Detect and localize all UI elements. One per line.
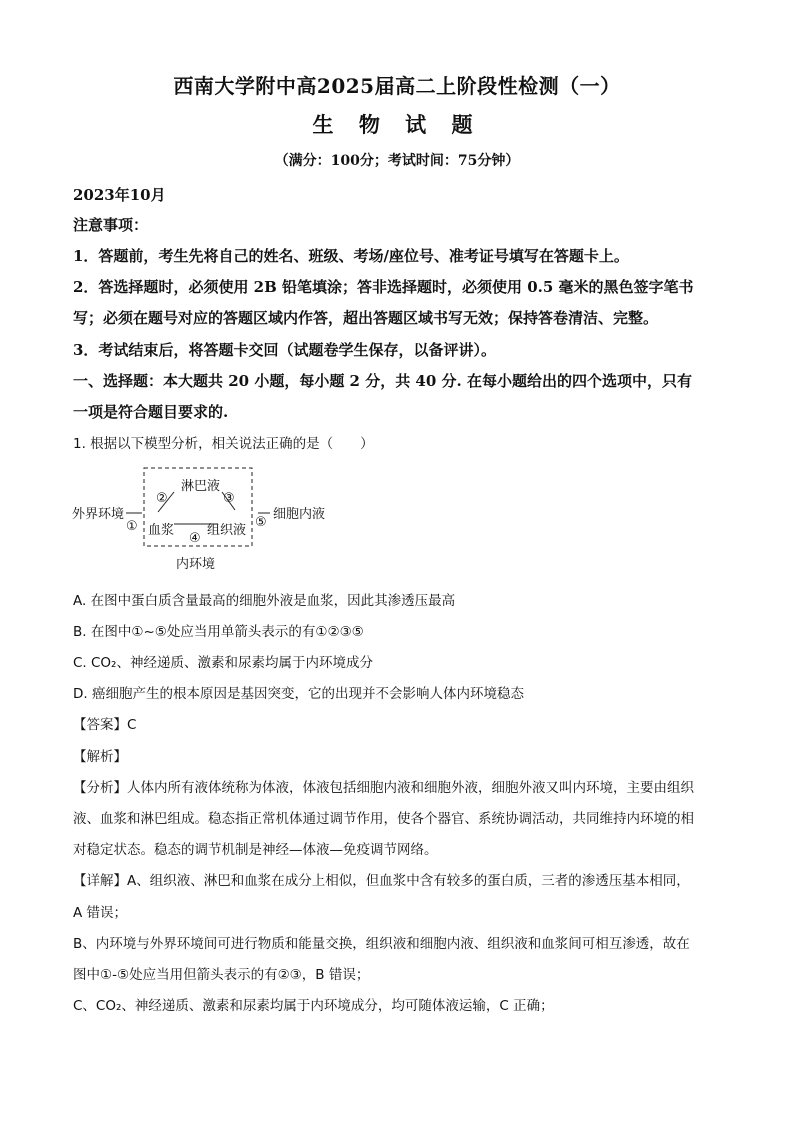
exam-meta: （满分：100分；考试时间：75分钟） bbox=[274, 153, 520, 169]
marker-3: ③ bbox=[223, 491, 235, 506]
detail-line: 图中①-⑤处应当用但箭头表示的有②③，B 错误； bbox=[73, 967, 370, 983]
analysis-line: 对稳定状态。稳态的调节机制是神经—体液—免疫调节网络。 bbox=[73, 842, 438, 858]
marker-4: ④ bbox=[189, 531, 201, 546]
analysis-label: 【解析】 bbox=[73, 749, 127, 765]
answer: 【答案】C bbox=[73, 717, 137, 733]
notes-heading: 注意事项： bbox=[73, 216, 149, 234]
section-heading-cont: 一项是符合题目要求的. bbox=[73, 403, 229, 421]
note-item: 写；必须在题号对应的答题区域内作答，超出答题区域书写无效；保持答卷清洁、完整。 bbox=[73, 309, 659, 327]
question-stem: 1. 根据以下模型分析，相关说法正确的是（ ） bbox=[73, 436, 374, 452]
lymph-label: 淋巴液 bbox=[181, 479, 221, 494]
detail-line: A 错误； bbox=[73, 905, 128, 921]
detail-line: 【详解】A、组织液、淋巴和血浆在成分上相似，但血浆中含有较多的蛋白质，三者的渗透压基本相同， bbox=[73, 873, 690, 889]
marker-1: ① bbox=[126, 519, 138, 534]
plasma-label: 血浆 bbox=[148, 523, 175, 538]
option-d: D. 癌细胞产生的根本原因是基因突变，它的出现并不会影响人体内环境稳态 bbox=[73, 686, 524, 702]
exam-title: 西南大学附中高2025届高二上阶段性检测（一） bbox=[173, 74, 621, 98]
internal-environment-label: 内环境 bbox=[176, 557, 216, 572]
analysis-line: 【分析】人体内所有液体统称为体液，体液包括细胞内液和细胞外液，细胞外液又叫内环境，主要由组织 bbox=[73, 780, 694, 796]
option-a: A. 在图中蛋白质含量最高的细胞外液是血浆，因此其渗透压最高 bbox=[73, 593, 456, 609]
note-item: 1．答题前，考生先将自己的姓名、班级、考场/座位号、准考证号填写在答题卡上。 bbox=[73, 247, 629, 265]
marker-2: ② bbox=[156, 491, 168, 506]
marker-5: ⑤ bbox=[255, 515, 267, 530]
body-fluid-diagram bbox=[70, 462, 340, 582]
detail-line: B、内环境与外界环境间可进行物质和能量交换，组织液和细胞内液、组织液和血浆间可相互渗透，故在 bbox=[73, 936, 690, 952]
tissue-fluid-label: 组织液 bbox=[207, 523, 247, 538]
intracellular-fluid-label: 细胞内液 bbox=[273, 507, 326, 522]
note-item: 3．考试结束后，将答题卡交回（试题卷学生保存，以备评讲）。 bbox=[73, 341, 496, 359]
note-item: 2．答选择题时，必须使用 2B 铅笔填涂；答非选择题时，必须使用 0.5 毫米的黑色签字笔书 bbox=[73, 278, 694, 296]
section-heading: 一、选择题：本大题共 20 小题，每小题 2 分，共 40 分. 在每小题给出的四个选项中，只有 bbox=[73, 372, 692, 390]
option-c: C. CO₂、神经递质、激素和尿素均属于内环境成分 bbox=[73, 655, 373, 671]
analysis-line: 液、血浆和淋巴组成。稳态指正常机体通过调节作用，使各个器官、系统协调活动，共同维持内环境的相 bbox=[73, 811, 694, 827]
exam-date: 2023年10月 bbox=[73, 186, 166, 204]
detail-line: C、CO₂、神经递质、激素和尿素均属于内环境成分，均可随体液运输，C 正确； bbox=[73, 998, 554, 1014]
external-environment-label: 外界环境 bbox=[72, 507, 125, 522]
subject-title: 生 物 试 题 bbox=[312, 112, 482, 137]
option-b: B. 在图中①~⑤处应当用单箭头表示的有①②③⑤ bbox=[73, 624, 364, 640]
